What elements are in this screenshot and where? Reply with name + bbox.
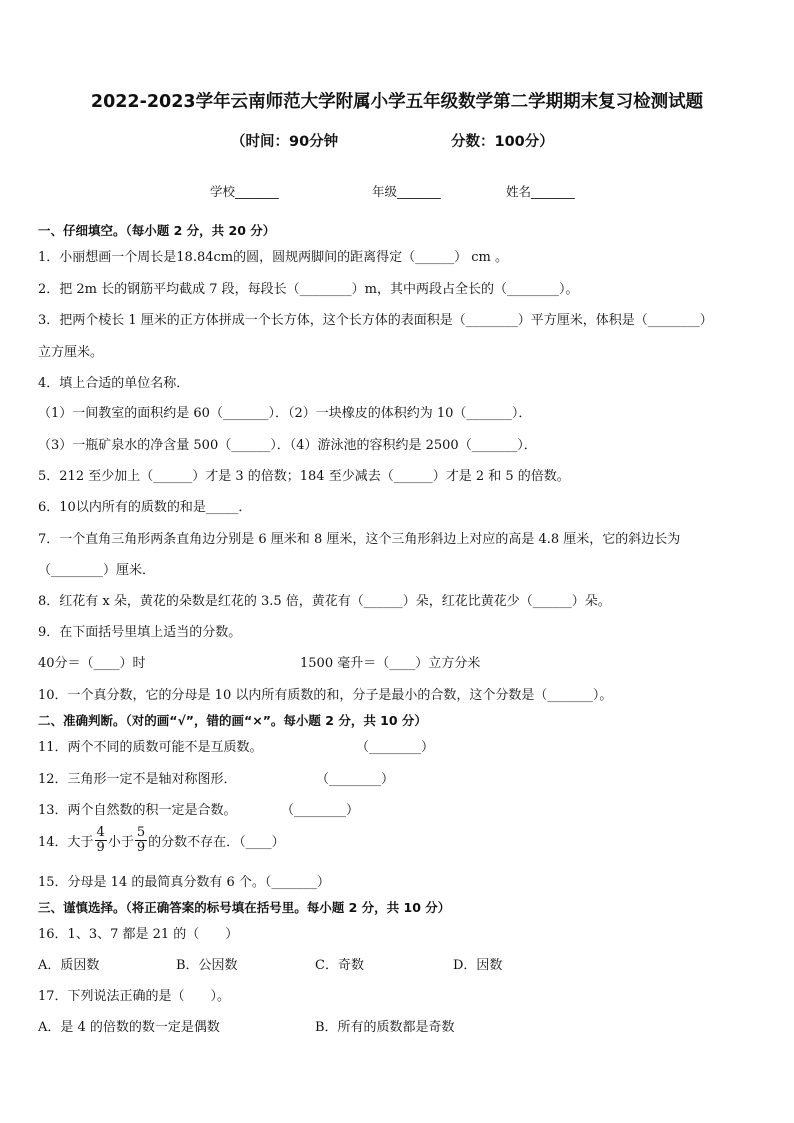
question-16: 16．1、3、7 都是 21 的（ ） bbox=[38, 927, 239, 942]
grade-field: 年级_______ bbox=[372, 184, 441, 199]
question-4: 4．填上合适的单位名称． bbox=[38, 376, 190, 391]
question-10: 10．一个真分数，它的分母是 10 以内所有质数的和，分子是最小的合数，这个分数是（_______）。 bbox=[38, 688, 613, 703]
question-17: 17．下列说法正确的是（ ）。 bbox=[38, 989, 231, 1004]
question-4-part2: （3）一瓶矿泉水的净含量 500（______）．（4）游泳池的容积约是 2500（_______）． bbox=[38, 438, 537, 453]
page-title: 2022-2023学年云南师范大学附属小学五年级数学第二学期期末复习检测试题 bbox=[90, 92, 704, 112]
time-label: （时间：90分钟 bbox=[231, 134, 339, 150]
fraction-1-numerator: 4 bbox=[96, 825, 105, 840]
question-7: 7．一个直角三角形两条直角边分别是 6 厘米和 8 厘米，这个三角形斜边上对应的高是 4.8 厘米，它的斜边长为 bbox=[38, 532, 681, 547]
fraction-four-ninths bbox=[95, 826, 107, 855]
question-14-middle: 小于 bbox=[107, 835, 134, 850]
question-4-part1: （1）一间教室的面积约是 60（_______）．（2）一块橡皮的体积约为 10（_______）． bbox=[38, 406, 532, 421]
question-8: 8．红花有 x 朵，黄花的朵数是红花的 3.5 倍，黄花有（______）朵，红花比黄花少（______）朵。 bbox=[38, 594, 611, 609]
question-2: 2．把 2m 长的钢筋平均截成 7 段，每段长（________）m，其中两段占全长的（________）。 bbox=[38, 282, 579, 297]
question-9: 9．在下面括号里填上适当的分数。 bbox=[38, 625, 242, 640]
question-13-blank: （________） bbox=[281, 803, 360, 818]
fraction-2-numerator: 5 bbox=[136, 825, 146, 840]
question-3: 3．把两个棱长 1 厘米的正方体拼成一个长方体，这个长方体的表面积是（________）平方厘米，体积是（________） bbox=[38, 313, 713, 328]
question-1: 1．小丽想画一个周长是18.84cm的圆，圆规两脚间的距离得定（______） cm 。 bbox=[38, 250, 508, 265]
question-14-prefix: 14．大于 bbox=[38, 835, 94, 850]
fraction-1-denominator: 9 bbox=[96, 840, 105, 855]
q16-option-b: B．公因数 bbox=[176, 958, 238, 973]
q17-option-a: A．是 4 的倍数的数一定是偶数 bbox=[38, 1020, 220, 1035]
score-label: 分数：100分） bbox=[451, 134, 554, 150]
question-15: 15．分母是 14 的最简真分数有 6 个。（_______） bbox=[38, 875, 330, 890]
section2-header: 二、准确判断。（对的画“√”，错的画“×”。每小题 2 分，共 10 分） bbox=[38, 713, 427, 728]
school-field: 学校_______ bbox=[210, 184, 279, 199]
section1-header: 一、仔细填空。（每小题 2 分，共 20 分） bbox=[38, 223, 276, 238]
question-13: 13．两个自然数的积一定是合数。 bbox=[38, 803, 237, 818]
question-5: 5．212 至少加上（______）才是 3 的倍数；184 至少减去（______）才是 2 和 5 的倍数。 bbox=[38, 469, 570, 484]
question-9-a: 40分＝（____）时 bbox=[38, 656, 146, 671]
question-7-cont: （________）厘米． bbox=[38, 563, 156, 578]
question-11-blank: （________） bbox=[356, 740, 435, 755]
q17-option-b: B．所有的质数都是奇数 bbox=[315, 1020, 455, 1035]
question-9-b: 1500 毫升＝（____）立方分米 bbox=[300, 656, 481, 671]
question-12-blank: （________） bbox=[316, 772, 395, 787]
question-14-suffix: 的分数不存在．（____） bbox=[148, 835, 285, 850]
q16-option-d: D．因数 bbox=[453, 958, 503, 973]
q16-option-c: C．奇数 bbox=[315, 958, 364, 973]
fraction-five-ninths bbox=[135, 826, 147, 855]
question-3-cont: 立方厘米。 bbox=[38, 345, 104, 360]
q16-option-a: A．质因数 bbox=[38, 958, 100, 973]
question-14 bbox=[38, 826, 285, 855]
name-field: 姓名_______ bbox=[506, 184, 575, 199]
question-12: 12．三角形一定不是轴对称图形． bbox=[38, 772, 237, 787]
fraction-2-denominator: 9 bbox=[136, 840, 146, 855]
question-6: 6．10以内所有的质数的和是_____． bbox=[38, 500, 252, 515]
section3-header: 三、谨慎选择。（将正确答案的标号填在括号里。每小题 2 分，共 10 分） bbox=[38, 900, 451, 915]
question-11: 11．两个不同的质数可能不是互质数。 bbox=[38, 740, 263, 755]
